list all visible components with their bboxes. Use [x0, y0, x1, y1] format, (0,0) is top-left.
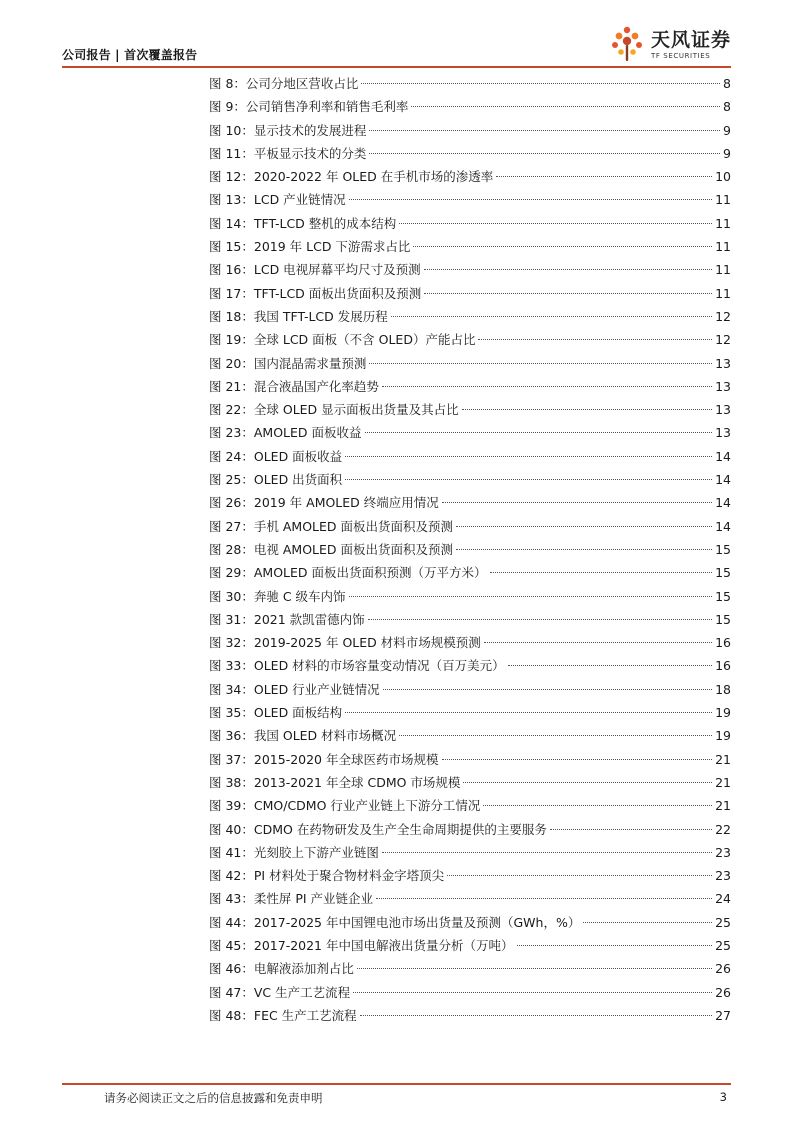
- toc-entry[interactable]: [209, 724, 731, 747]
- toc-dot-leader: [360, 1015, 712, 1016]
- toc-entry[interactable]: [209, 352, 731, 375]
- toc-entry-title[interactable]: 图 45：2017-2021 年中国电解液出货量分析（万吨）: [209, 937, 514, 953]
- toc-entry[interactable]: [209, 165, 731, 188]
- toc-entry[interactable]: [209, 375, 731, 398]
- toc-entry-title[interactable]: 图 29：AMOLED 面板出货面积预测（万平方米）: [209, 565, 487, 581]
- toc-entry-title[interactable]: 图 20：国内混晶需求量预测: [209, 355, 367, 371]
- toc-dot-leader: [456, 549, 712, 550]
- toc-entry[interactable]: [209, 771, 731, 794]
- toc-entry-page[interactable]: 26: [715, 984, 731, 1000]
- toc-entry-page[interactable]: 14: [715, 518, 731, 534]
- toc-entry-page[interactable]: 11: [715, 215, 731, 231]
- toc-dot-leader: [462, 409, 712, 410]
- toc-dot-leader: [368, 619, 712, 620]
- toc-entry-page[interactable]: 21: [715, 798, 731, 814]
- toc-entry-page[interactable]: 25: [715, 914, 731, 930]
- toc-entry-page[interactable]: 9: [723, 145, 731, 161]
- toc-entry[interactable]: [209, 934, 731, 957]
- toc-dot-leader: [369, 153, 720, 154]
- toc-entry[interactable]: [209, 911, 731, 934]
- toc-entry[interactable]: [209, 468, 731, 491]
- toc-entry[interactable]: [209, 561, 731, 584]
- toc-entry[interactable]: [209, 258, 731, 281]
- toc-entry-title[interactable]: 图 27：手机 AMOLED 面板出货面积及预测: [209, 518, 453, 534]
- toc-entry-title[interactable]: 图 35：OLED 面板结构: [209, 705, 343, 721]
- toc-entry[interactable]: [209, 398, 731, 421]
- toc-entry-title[interactable]: 图 34：OLED 行业产业链情况: [209, 681, 380, 697]
- toc-entry[interactable]: [209, 608, 731, 631]
- toc-entry[interactable]: [209, 212, 731, 235]
- toc-dot-leader: [382, 386, 712, 387]
- toc-dot-leader: [463, 782, 712, 783]
- header-divider: [62, 66, 731, 68]
- toc-entry-page[interactable]: 27: [715, 1007, 731, 1023]
- toc-entry-title[interactable]: 图 12：2020-2022 年 OLED 在手机市场的渗透率: [209, 169, 494, 185]
- toc-dot-leader: [456, 526, 712, 527]
- toc-entry-title[interactable]: 图 14：TFT-LCD 整机的成本结构: [209, 215, 397, 231]
- toc-entry-page[interactable]: 15: [715, 611, 731, 627]
- toc-entry[interactable]: [209, 864, 731, 887]
- toc-entry[interactable]: [209, 72, 731, 95]
- toc-entry-title[interactable]: 图 19：全球 LCD 面板（不含 OLED）产能占比: [209, 332, 476, 348]
- toc-entry-page[interactable]: 21: [715, 751, 731, 767]
- toc-dot-leader: [357, 968, 712, 969]
- toc-entry[interactable]: [209, 328, 731, 351]
- toc-entry-title[interactable]: 图 39：CMO/CDMO 行业产业链上下游分工情况: [209, 798, 481, 814]
- page-number: 3: [719, 1090, 727, 1104]
- toc-entry-page[interactable]: 14: [715, 495, 731, 511]
- logo-chinese-name: 天风证券: [650, 29, 731, 51]
- toc-entry-page[interactable]: 15: [715, 541, 731, 557]
- toc-entry[interactable]: [209, 818, 731, 841]
- toc-entry-title[interactable]: 图 38：2013-2021 年全球 CDMO 市场规模: [209, 774, 461, 790]
- toc-entry[interactable]: [209, 981, 731, 1004]
- toc-entry-page[interactable]: 24: [715, 891, 731, 907]
- report-type-label: 公司报告 | 首次覆盖报告: [62, 48, 198, 62]
- toc-entry[interactable]: [209, 142, 731, 165]
- toc-entry-page[interactable]: 11: [715, 192, 731, 208]
- toc-entry-title[interactable]: 图 46：电解液添加剂占比: [209, 961, 354, 977]
- toc-entry[interactable]: [209, 887, 731, 910]
- company-logo: [609, 24, 731, 64]
- toc-entry-page[interactable]: 22: [715, 821, 731, 837]
- toc-dot-leader: [399, 223, 712, 224]
- toc-entry-page[interactable]: 16: [715, 635, 731, 651]
- toc-entry[interactable]: [209, 188, 731, 211]
- toc-dot-leader: [369, 130, 720, 131]
- toc-entry-title[interactable]: 图 13：LCD 产业链情况: [209, 192, 346, 208]
- toc-entry-title[interactable]: 图 36：我国 OLED 材料市场概况: [209, 728, 397, 744]
- toc-entry-title[interactable]: 图 30：奔驰 C 级车内饰: [209, 588, 346, 604]
- toc-dot-leader: [508, 665, 712, 666]
- toc-dot-leader: [583, 922, 712, 923]
- toc-entry-title[interactable]: 图 9：公司销售净利率和销售毛利率: [209, 99, 409, 115]
- toc-entry-page[interactable]: 11: [715, 285, 731, 301]
- toc-dot-leader: [365, 432, 713, 433]
- toc-entry-page[interactable]: 11: [715, 239, 731, 255]
- toc-entry-title[interactable]: 图 41：光刻胶上下游产业链图: [209, 844, 379, 860]
- toc-entry-title[interactable]: 图 21：混合液晶国产化率趋势: [209, 378, 379, 394]
- toc-dot-leader: [484, 642, 712, 643]
- figure-list: [209, 72, 731, 1027]
- toc-entry[interactable]: [209, 95, 731, 118]
- toc-dot-leader: [442, 502, 712, 503]
- toc-entry-title[interactable]: 图 25：OLED 出货面积: [209, 472, 343, 488]
- toc-dot-leader: [345, 456, 712, 457]
- toc-dot-leader: [413, 246, 712, 247]
- toc-dot-leader: [424, 269, 712, 270]
- toc-entry-page[interactable]: 23: [715, 844, 731, 860]
- toc-entry-page[interactable]: 14: [715, 448, 731, 464]
- toc-entry-title[interactable]: 图 48：FEC 生产工艺流程: [209, 1007, 357, 1023]
- toc-entry-title[interactable]: 图 16：LCD 电视屏幕平均尺寸及预测: [209, 262, 421, 278]
- toc-dot-leader: [369, 363, 712, 364]
- toc-entry[interactable]: [209, 119, 731, 142]
- toc-dot-leader: [382, 852, 712, 853]
- toc-entry[interactable]: [209, 748, 731, 771]
- toc-entry[interactable]: [209, 282, 731, 305]
- toc-entry-page[interactable]: 19: [715, 728, 731, 744]
- toc-entry-page[interactable]: 21: [715, 774, 731, 790]
- toc-entry-title[interactable]: 图 23：AMOLED 面板收益: [209, 425, 362, 441]
- footer-divider: [62, 1083, 731, 1085]
- toc-entry-page[interactable]: 15: [715, 588, 731, 604]
- toc-entry-title[interactable]: 图 44：2017-2025 年中国锂电池市场出货量及预测（GWh，%）: [209, 914, 581, 930]
- toc-dot-leader: [483, 805, 712, 806]
- toc-entry[interactable]: [209, 538, 731, 561]
- toc-entry-page[interactable]: 19: [715, 705, 731, 721]
- toc-dot-leader: [424, 293, 712, 294]
- toc-dot-leader: [383, 689, 712, 690]
- logo-english-name: TF SECURITIES: [650, 52, 711, 60]
- toc-entry-page[interactable]: 18: [715, 681, 731, 697]
- toc-entry[interactable]: [209, 235, 731, 258]
- toc-dot-leader: [345, 479, 712, 480]
- toc-entry-title[interactable]: 图 37：2015-2020 年全球医药市场规模: [209, 751, 439, 767]
- toc-entry-title[interactable]: 图 31：2021 款凯雷德内饰: [209, 611, 365, 627]
- toc-entry-page[interactable]: 15: [715, 565, 731, 581]
- toc-entry[interactable]: [209, 841, 731, 864]
- toc-dot-leader: [345, 712, 712, 713]
- toc-entry-title[interactable]: 图 24：OLED 面板收益: [209, 448, 343, 464]
- toc-entry[interactable]: [209, 585, 731, 608]
- toc-dot-leader: [361, 83, 720, 84]
- toc-entry-title[interactable]: 图 15：2019 年 LCD 下游需求占比: [209, 239, 411, 255]
- toc-entry-page[interactable]: 25: [715, 937, 731, 953]
- toc-entry-title[interactable]: 图 43：柔性屏 PI 产业链企业: [209, 891, 374, 907]
- toc-entry-title[interactable]: 图 11：平板显示技术的分类: [209, 145, 367, 161]
- toc-entry-page[interactable]: 8: [723, 76, 731, 91]
- toc-dot-leader: [391, 316, 712, 317]
- toc-entry[interactable]: [209, 957, 731, 980]
- toc-dot-leader: [353, 992, 712, 993]
- toc-entry-page[interactable]: 13: [715, 378, 731, 394]
- toc-entry-page[interactable]: 16: [715, 658, 731, 674]
- toc-dot-leader: [399, 735, 712, 736]
- toc-entry-page[interactable]: 12: [715, 332, 731, 348]
- toc-entry-title[interactable]: 图 47：VC 生产工艺流程: [209, 984, 351, 1000]
- toc-entry-page[interactable]: 8: [723, 99, 731, 115]
- toc-entry-title[interactable]: 图 18：我国 TFT-LCD 发展历程: [209, 308, 388, 324]
- toc-entry-page[interactable]: 12: [715, 308, 731, 324]
- toc-dot-leader: [349, 199, 712, 200]
- toc-entry-title[interactable]: 图 8：公司分地区营收占比: [209, 76, 359, 91]
- tf-flower-logo-icon: [609, 24, 645, 64]
- toc-entry-page[interactable]: 26: [715, 961, 731, 977]
- toc-entry-title[interactable]: 图 28：电视 AMOLED 面板出货面积及预测: [209, 541, 453, 557]
- toc-dot-leader: [490, 572, 713, 573]
- toc-entry-page[interactable]: 11: [715, 262, 731, 278]
- toc-dot-leader: [478, 339, 712, 340]
- toc-dot-leader: [517, 945, 713, 946]
- toc-entry[interactable]: [209, 1004, 731, 1027]
- toc-entry[interactable]: [209, 421, 731, 444]
- toc-entry-page[interactable]: 13: [715, 355, 731, 371]
- toc-entry[interactable]: [209, 654, 731, 677]
- toc-dot-leader: [447, 875, 712, 876]
- toc-entry-page[interactable]: 23: [715, 868, 731, 884]
- toc-entry[interactable]: [209, 305, 731, 328]
- toc-entry-page[interactable]: 13: [715, 425, 731, 441]
- toc-entry-title[interactable]: 图 10：显示技术的发展进程: [209, 122, 367, 138]
- toc-entry-title[interactable]: 图 26：2019 年 AMOLED 终端应用情况: [209, 495, 439, 511]
- toc-entry-page[interactable]: 9: [723, 122, 731, 138]
- toc-entry[interactable]: [209, 678, 731, 701]
- toc-dot-leader: [442, 759, 713, 760]
- toc-entry-page[interactable]: 13: [715, 402, 731, 418]
- toc-dot-leader: [496, 176, 712, 177]
- disclaimer-note: 请务必阅读正文之后的信息披露和免责申明: [104, 1091, 323, 1105]
- toc-dot-leader: [411, 106, 720, 107]
- toc-entry[interactable]: [209, 491, 731, 514]
- toc-dot-leader: [376, 898, 712, 899]
- toc-entry[interactable]: [209, 701, 731, 724]
- toc-entry-page[interactable]: 10: [715, 169, 731, 185]
- toc-entry[interactable]: [209, 794, 731, 817]
- toc-entry-title[interactable]: 图 17：TFT-LCD 面板出货面积及预测: [209, 285, 422, 301]
- toc-entry[interactable]: [209, 631, 731, 654]
- toc-entry-page[interactable]: 14: [715, 472, 731, 488]
- toc-entry[interactable]: [209, 515, 731, 538]
- toc-entry-title[interactable]: 图 42：PI 材料处于聚合物材料金字塔顶尖: [209, 868, 445, 884]
- toc-entry-title[interactable]: 图 33：OLED 材料的市场容量变动情况（百万美元）: [209, 658, 505, 674]
- toc-dot-leader: [550, 829, 712, 830]
- toc-entry-title[interactable]: 图 32：2019-2025 年 OLED 材料市场规模预测: [209, 635, 481, 651]
- toc-entry-title[interactable]: 图 22：全球 OLED 显示面板出货量及其占比: [209, 402, 459, 418]
- toc-dot-leader: [349, 596, 713, 597]
- toc-entry-title[interactable]: 图 40：CDMO 在药物研发及生产全生命周期提供的主要服务: [209, 821, 547, 837]
- toc-entry[interactable]: [209, 445, 731, 468]
